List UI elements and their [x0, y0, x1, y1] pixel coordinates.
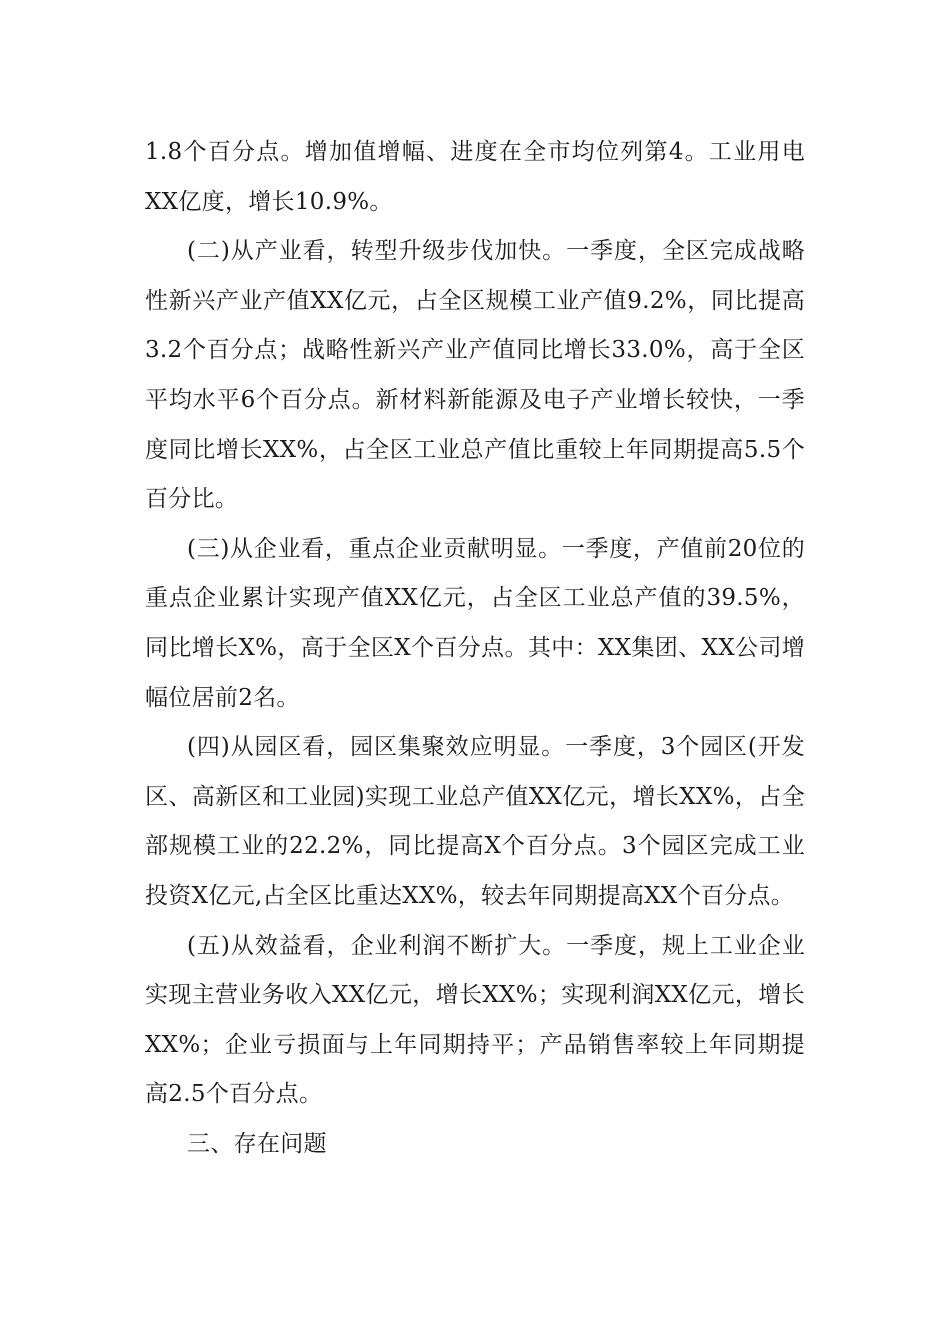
paragraph-industrial-power: 1.8个百分点。增加值增幅、进度在全市均位列第4。工业用电XX亿度，增长10.9%。 [145, 139, 805, 215]
paragraph-profit-benefit: (五)从效益看，企业利润不断扩大。一季度，规上工业企业实现主营业务收入XX亿元，增长XX%；实现利润XX亿元，增长XX%；企业亏损面与上年同期持平；产品销售率较上年同期提高2.5个百分点。 [145, 932, 805, 1108]
paragraph-industry-upgrade: (二)从产业看，转型升级步伐加快。一季度，全区完成战略性新兴产业产值XX亿元，占全区规模工业产值9.2%，同比提高3.2个百分点；战略性新兴产业产值同比增长33.0%，高于全区平均水平6个百分点。新材料新能源及电子产业增长较快，一季度同比增长XX%，占全区工业总产值比重较上年同期提高5.5个百分比。 [145, 238, 805, 513]
section-heading-existing-problems: 三、存在问题 [187, 1130, 327, 1157]
paragraph-key-enterprises: (三)从企业看，重点企业贡献明显。一季度，产值前20位的重点企业累计实现产值XX亿元，占全区工业总产值的39.5%，同比增长X%，高于全区X个百分点。其中：XX集团、XX公司增幅位居前2名。 [145, 535, 805, 711]
paragraph-industrial-parks: (四)从园区看，园区集聚效应明显。一季度，3个园区(开发区、高新区和工业园)实现工业总产值XX亿元，增长XX%，占全部规模工业的22.2%，同比提高X个百分点。3个园区完成工业投资X亿元,占全区比重达XX%，较去年同期提高XX个百分点。 [145, 734, 805, 909]
document-page [145, 128, 805, 1169]
